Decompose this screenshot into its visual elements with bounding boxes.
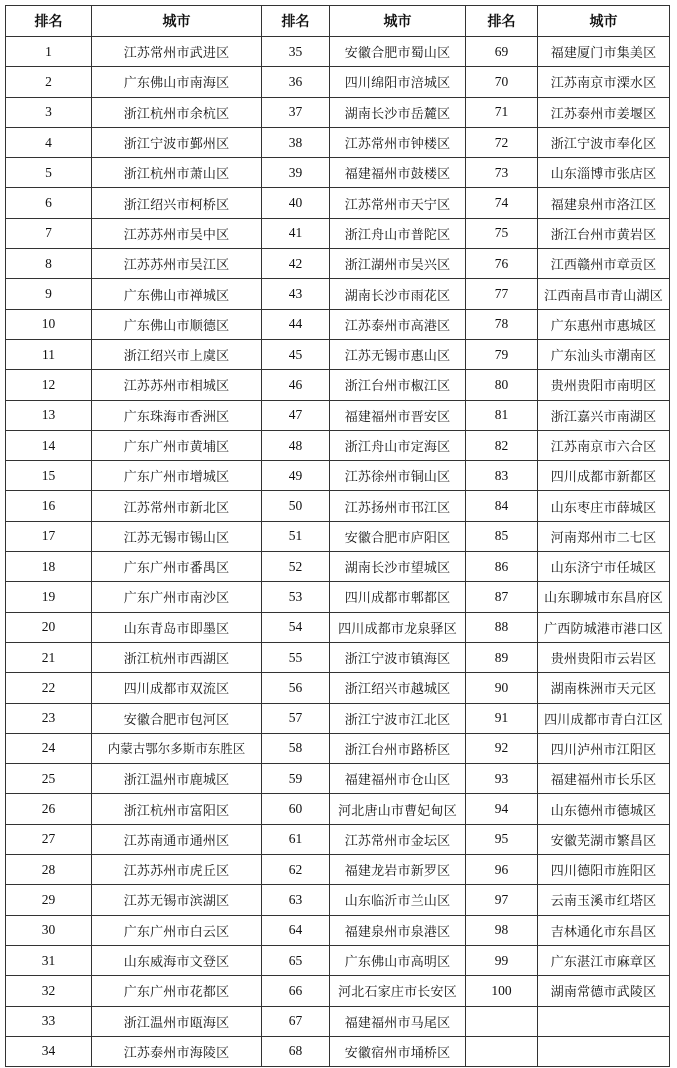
rank-cell: 94 <box>466 794 538 824</box>
city-header: 城市 <box>538 6 670 37</box>
rank-cell: 16 <box>6 491 92 521</box>
city-cell: 福建福州市晋安区 <box>330 400 466 430</box>
table-row <box>6 218 670 248</box>
city-cell: 浙江舟山市定海区 <box>330 430 466 460</box>
rank-cell: 76 <box>466 249 538 279</box>
rank-cell: 13 <box>6 400 92 430</box>
rank-header: 排名 <box>262 6 330 37</box>
rank-cell: 38 <box>262 127 330 157</box>
table-row <box>6 733 670 763</box>
city-cell: 河北唐山市曹妃甸区 <box>330 794 466 824</box>
rank-cell: 73 <box>466 158 538 188</box>
rank-cell: 42 <box>262 249 330 279</box>
city-cell: 山东聊城市东昌府区 <box>538 582 670 612</box>
rank-cell: 30 <box>6 915 92 945</box>
rank-cell: 70 <box>466 67 538 97</box>
city-cell: 江苏无锡市惠山区 <box>330 339 466 369</box>
city-cell: 浙江杭州市西湖区 <box>92 642 262 672</box>
rank-cell: 86 <box>466 552 538 582</box>
rank-cell: 7 <box>6 218 92 248</box>
rank-cell: 77 <box>466 279 538 309</box>
rank-cell: 54 <box>262 612 330 642</box>
rank-cell: 11 <box>6 339 92 369</box>
rank-cell: 39 <box>262 158 330 188</box>
table-row <box>6 67 670 97</box>
rank-cell: 34 <box>6 1036 92 1066</box>
city-header: 城市 <box>92 6 262 37</box>
table-row <box>6 309 670 339</box>
city-cell: 广东广州市番禺区 <box>92 552 262 582</box>
rank-cell: 91 <box>466 703 538 733</box>
rank-cell: 79 <box>466 339 538 369</box>
table-row <box>6 794 670 824</box>
table-row <box>6 1006 670 1036</box>
rank-cell: 98 <box>466 915 538 945</box>
city-cell: 浙江绍兴市越城区 <box>330 673 466 703</box>
city-header: 城市 <box>330 6 466 37</box>
city-cell: 浙江杭州市余杭区 <box>92 97 262 127</box>
rank-cell: 78 <box>466 309 538 339</box>
city-cell: 江苏泰州市高港区 <box>330 309 466 339</box>
rank-cell: 58 <box>262 733 330 763</box>
rank-cell: 89 <box>466 642 538 672</box>
rank-cell: 95 <box>466 824 538 854</box>
city-cell: 江苏常州市钟楼区 <box>330 127 466 157</box>
rank-cell: 29 <box>6 885 92 915</box>
table-row <box>6 1036 670 1066</box>
rank-cell: 67 <box>262 1006 330 1036</box>
rank-cell: 99 <box>466 945 538 975</box>
rank-cell: 66 <box>262 976 330 1006</box>
rank-cell: 23 <box>6 703 92 733</box>
city-cell <box>538 1006 670 1036</box>
city-cell: 广东湛江市麻章区 <box>538 945 670 975</box>
table-row <box>6 400 670 430</box>
table-row <box>6 673 670 703</box>
rank-cell: 59 <box>262 764 330 794</box>
city-cell: 江苏无锡市滨湖区 <box>92 885 262 915</box>
city-cell: 浙江舟山市普陀区 <box>330 218 466 248</box>
city-cell: 江苏常州市天宁区 <box>330 188 466 218</box>
city-cell: 福建泉州市泉港区 <box>330 915 466 945</box>
city-cell: 四川成都市新都区 <box>538 461 670 491</box>
city-cell: 内蒙古鄂尔多斯市东胜区 <box>92 733 262 763</box>
city-cell: 山东济宁市任城区 <box>538 552 670 582</box>
rank-cell: 52 <box>262 552 330 582</box>
table-row <box>6 97 670 127</box>
city-cell: 广东广州市南沙区 <box>92 582 262 612</box>
rank-cell: 25 <box>6 764 92 794</box>
rank-cell: 28 <box>6 855 92 885</box>
rank-cell: 35 <box>262 37 330 67</box>
city-cell: 浙江宁波市鄞州区 <box>92 127 262 157</box>
rank-cell: 37 <box>262 97 330 127</box>
city-cell: 浙江台州市椒江区 <box>330 370 466 400</box>
table-row <box>6 491 670 521</box>
rank-cell: 10 <box>6 309 92 339</box>
city-cell: 广东佛山市禅城区 <box>92 279 262 309</box>
rank-cell: 12 <box>6 370 92 400</box>
rank-cell: 97 <box>466 885 538 915</box>
city-cell: 四川成都市郫都区 <box>330 582 466 612</box>
table-row <box>6 552 670 582</box>
city-cell: 河北石家庄市长安区 <box>330 976 466 1006</box>
rank-cell: 96 <box>466 855 538 885</box>
city-cell: 浙江宁波市江北区 <box>330 703 466 733</box>
rank-cell: 100 <box>466 976 538 1006</box>
rank-header: 排名 <box>466 6 538 37</box>
rank-cell: 6 <box>6 188 92 218</box>
city-cell: 江苏徐州市铜山区 <box>330 461 466 491</box>
table-row <box>6 461 670 491</box>
rank-cell: 69 <box>466 37 538 67</box>
rank-cell: 14 <box>6 430 92 460</box>
city-cell: 浙江温州市鹿城区 <box>92 764 262 794</box>
rank-cell: 85 <box>466 521 538 551</box>
rank-cell: 64 <box>262 915 330 945</box>
rank-cell: 44 <box>262 309 330 339</box>
city-cell: 江苏泰州市姜堰区 <box>538 97 670 127</box>
rank-cell: 36 <box>262 67 330 97</box>
city-cell: 四川成都市龙泉驿区 <box>330 612 466 642</box>
city-cell: 湖南长沙市望城区 <box>330 552 466 582</box>
city-cell: 江苏苏州市相城区 <box>92 370 262 400</box>
rank-cell: 53 <box>262 582 330 612</box>
city-cell: 湖南株洲市天元区 <box>538 673 670 703</box>
city-cell: 浙江台州市黄岩区 <box>538 218 670 248</box>
city-cell: 浙江绍兴市上虞区 <box>92 339 262 369</box>
city-cell: 浙江嘉兴市南湖区 <box>538 400 670 430</box>
city-cell <box>538 1036 670 1066</box>
rank-cell: 49 <box>262 461 330 491</box>
city-cell: 江苏常州市武进区 <box>92 37 262 67</box>
rank-cell: 80 <box>466 370 538 400</box>
rank-cell: 71 <box>466 97 538 127</box>
city-cell: 江苏苏州市虎丘区 <box>92 855 262 885</box>
city-cell: 贵州贵阳市云岩区 <box>538 642 670 672</box>
city-cell: 广东佛山市南海区 <box>92 67 262 97</box>
city-cell: 广东广州市增城区 <box>92 461 262 491</box>
table-row <box>6 945 670 975</box>
city-cell: 广东珠海市香洲区 <box>92 400 262 430</box>
rank-cell: 57 <box>262 703 330 733</box>
rank-cell: 9 <box>6 279 92 309</box>
table-row <box>6 612 670 642</box>
city-cell: 福建厦门市集美区 <box>538 37 670 67</box>
table-row <box>6 582 670 612</box>
rank-cell: 32 <box>6 976 92 1006</box>
city-cell: 浙江湖州市吴兴区 <box>330 249 466 279</box>
city-cell: 江西南昌市青山湖区 <box>538 279 670 309</box>
table-row <box>6 339 670 369</box>
rank-cell: 5 <box>6 158 92 188</box>
city-cell: 安徽芜湖市繁昌区 <box>538 824 670 854</box>
rank-cell: 92 <box>466 733 538 763</box>
city-cell: 江苏苏州市吴中区 <box>92 218 262 248</box>
city-cell: 江苏常州市新北区 <box>92 491 262 521</box>
rank-cell: 17 <box>6 521 92 551</box>
city-cell: 安徽合肥市包河区 <box>92 703 262 733</box>
rank-cell: 31 <box>6 945 92 975</box>
city-cell: 浙江宁波市奉化区 <box>538 127 670 157</box>
table-row <box>6 976 670 1006</box>
rank-cell: 81 <box>466 400 538 430</box>
city-cell: 安徽合肥市庐阳区 <box>330 521 466 551</box>
city-cell: 四川德阳市旌阳区 <box>538 855 670 885</box>
rank-cell <box>466 1006 538 1036</box>
rank-cell: 63 <box>262 885 330 915</box>
rank-cell: 62 <box>262 855 330 885</box>
city-cell: 江苏常州市金坛区 <box>330 824 466 854</box>
city-cell: 广东广州市花都区 <box>92 976 262 1006</box>
table-row <box>6 764 670 794</box>
city-cell: 江苏泰州市海陵区 <box>92 1036 262 1066</box>
rank-cell: 40 <box>262 188 330 218</box>
rank-cell: 55 <box>262 642 330 672</box>
table-row <box>6 370 670 400</box>
table-row <box>6 824 670 854</box>
rank-cell: 50 <box>262 491 330 521</box>
table-row <box>6 188 670 218</box>
rank-cell: 68 <box>262 1036 330 1066</box>
city-cell: 山东青岛市即墨区 <box>92 612 262 642</box>
table-row <box>6 915 670 945</box>
city-cell: 山东威海市文登区 <box>92 945 262 975</box>
rank-cell: 82 <box>466 430 538 460</box>
rank-cell: 90 <box>466 673 538 703</box>
rank-cell: 4 <box>6 127 92 157</box>
city-cell: 安徽宿州市埇桥区 <box>330 1036 466 1066</box>
city-cell: 湖南常德市武陵区 <box>538 976 670 1006</box>
rank-cell: 56 <box>262 673 330 703</box>
table-row <box>6 855 670 885</box>
city-cell: 湖南长沙市岳麓区 <box>330 97 466 127</box>
rank-cell: 15 <box>6 461 92 491</box>
city-cell: 江苏南通市通州区 <box>92 824 262 854</box>
city-cell: 广东佛山市高明区 <box>330 945 466 975</box>
table-row <box>6 430 670 460</box>
rank-cell: 1 <box>6 37 92 67</box>
city-cell: 云南玉溪市红塔区 <box>538 885 670 915</box>
city-cell: 安徽合肥市蜀山区 <box>330 37 466 67</box>
city-cell: 浙江绍兴市柯桥区 <box>92 188 262 218</box>
rank-cell: 19 <box>6 582 92 612</box>
table-body <box>6 37 670 1067</box>
city-cell: 吉林通化市东昌区 <box>538 915 670 945</box>
rank-cell: 87 <box>466 582 538 612</box>
rank-cell: 24 <box>6 733 92 763</box>
rank-cell: 3 <box>6 97 92 127</box>
table-row <box>6 279 670 309</box>
city-cell: 浙江温州市瓯海区 <box>92 1006 262 1036</box>
rank-cell: 48 <box>262 430 330 460</box>
rank-cell: 51 <box>262 521 330 551</box>
city-cell: 四川泸州市江阳区 <box>538 733 670 763</box>
city-cell: 浙江杭州市萧山区 <box>92 158 262 188</box>
city-cell: 福建泉州市洛江区 <box>538 188 670 218</box>
table-row <box>6 521 670 551</box>
rank-cell: 20 <box>6 612 92 642</box>
rank-cell: 88 <box>466 612 538 642</box>
rank-cell: 72 <box>466 127 538 157</box>
table-row <box>6 642 670 672</box>
ranking-table <box>5 5 670 1067</box>
city-cell: 福建福州市长乐区 <box>538 764 670 794</box>
city-cell: 福建龙岩市新罗区 <box>330 855 466 885</box>
city-cell: 山东临沂市兰山区 <box>330 885 466 915</box>
table-row <box>6 37 670 67</box>
rank-cell: 83 <box>466 461 538 491</box>
rank-cell: 8 <box>6 249 92 279</box>
city-cell: 湖南长沙市雨花区 <box>330 279 466 309</box>
table-row <box>6 249 670 279</box>
rank-cell: 43 <box>262 279 330 309</box>
rank-cell: 21 <box>6 642 92 672</box>
city-cell: 江苏扬州市邗江区 <box>330 491 466 521</box>
city-cell: 江苏南京市溧水区 <box>538 67 670 97</box>
rank-cell: 65 <box>262 945 330 975</box>
rank-cell: 75 <box>466 218 538 248</box>
city-cell: 河南郑州市二七区 <box>538 521 670 551</box>
city-cell: 贵州贵阳市南明区 <box>538 370 670 400</box>
rank-cell: 33 <box>6 1006 92 1036</box>
rank-cell: 93 <box>466 764 538 794</box>
city-cell: 福建福州市马尾区 <box>330 1006 466 1036</box>
rank-cell: 26 <box>6 794 92 824</box>
city-cell: 江苏无锡市锡山区 <box>92 521 262 551</box>
rank-cell: 2 <box>6 67 92 97</box>
rank-cell: 18 <box>6 552 92 582</box>
city-cell: 四川绵阳市涪城区 <box>330 67 466 97</box>
rank-cell: 60 <box>262 794 330 824</box>
city-cell: 山东枣庄市薛城区 <box>538 491 670 521</box>
city-cell: 江西赣州市章贡区 <box>538 249 670 279</box>
rank-cell: 41 <box>262 218 330 248</box>
table-row <box>6 703 670 733</box>
rank-cell: 61 <box>262 824 330 854</box>
city-cell: 江苏南京市六合区 <box>538 430 670 460</box>
city-cell: 浙江杭州市富阳区 <box>92 794 262 824</box>
rank-cell: 45 <box>262 339 330 369</box>
city-cell: 四川成都市双流区 <box>92 673 262 703</box>
city-cell: 浙江台州市路桥区 <box>330 733 466 763</box>
rank-cell <box>466 1036 538 1066</box>
city-cell: 广西防城港市港口区 <box>538 612 670 642</box>
rank-cell: 27 <box>6 824 92 854</box>
city-cell: 广东汕头市潮南区 <box>538 339 670 369</box>
city-cell: 浙江宁波市镇海区 <box>330 642 466 672</box>
city-cell: 福建福州市鼓楼区 <box>330 158 466 188</box>
rank-cell: 46 <box>262 370 330 400</box>
city-cell: 江苏苏州市吴江区 <box>92 249 262 279</box>
city-cell: 山东德州市德城区 <box>538 794 670 824</box>
city-cell: 福建福州市仓山区 <box>330 764 466 794</box>
table-row <box>6 127 670 157</box>
rank-cell: 84 <box>466 491 538 521</box>
city-cell: 山东淄博市张店区 <box>538 158 670 188</box>
city-cell: 四川成都市青白江区 <box>538 703 670 733</box>
rank-header: 排名 <box>6 6 92 37</box>
table-row <box>6 885 670 915</box>
table-row <box>6 158 670 188</box>
header-row <box>6 6 670 37</box>
rank-cell: 22 <box>6 673 92 703</box>
rank-cell: 47 <box>262 400 330 430</box>
city-cell: 广东广州市黄埔区 <box>92 430 262 460</box>
city-cell: 广东佛山市顺德区 <box>92 309 262 339</box>
rank-cell: 74 <box>466 188 538 218</box>
city-cell: 广东惠州市惠城区 <box>538 309 670 339</box>
city-cell: 广东广州市白云区 <box>92 915 262 945</box>
